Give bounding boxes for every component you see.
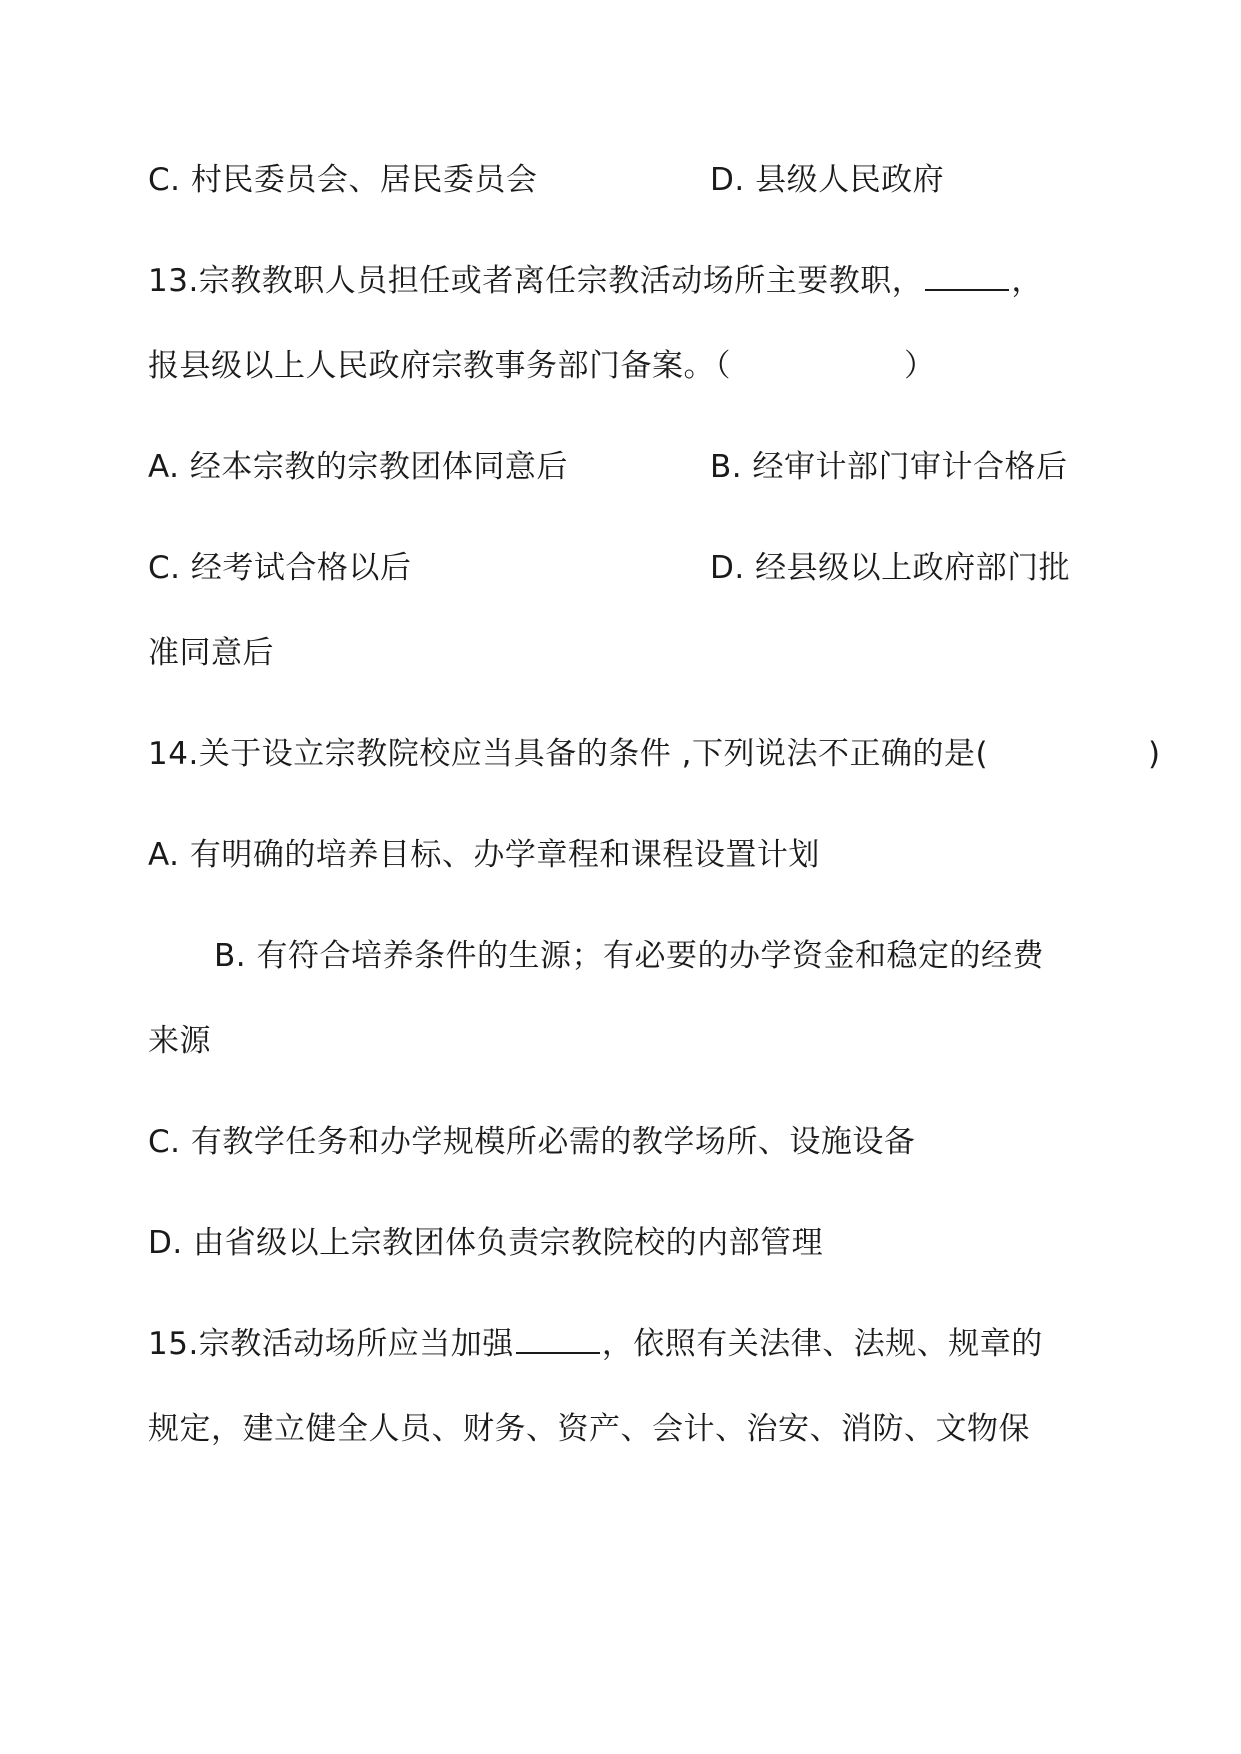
q13-stem-line2: 报县级以上人民政府宗教事务部门备案。（	[148, 348, 731, 384]
q14-option-b: B. 有符合培养条件的生源；有必要的办学资金和稳定的经费	[214, 938, 1044, 974]
q12-option-c: C. 村民委员会、居民委员会	[148, 162, 538, 198]
q13-option-a: A. 经本宗教的宗教团体同意后	[148, 449, 568, 485]
q13-answer-paren-close: ）	[904, 348, 935, 384]
q14-option-a: A. 有明确的培养目标、办学章程和课程设置计划	[148, 837, 820, 873]
q13-stem-text: 13.宗教教职人员担任或者离任宗教活动场所主要教职，	[148, 263, 924, 299]
q14-option-d: D. 由省级以上宗教团体负责宗教院校的内部管理	[148, 1225, 824, 1261]
q12-option-d: D. 县级人民政府	[710, 162, 945, 198]
q13-option-b: B. 经审计部门审计合格后	[710, 449, 1068, 485]
q13-option-c: C. 经考试合格以后	[148, 550, 412, 586]
q15-stem	[148, 1324, 1043, 1364]
q14-option-b-continued: 来源	[148, 1023, 211, 1059]
q13-stem-comma: ，	[1011, 263, 1043, 299]
q15-stem-text-cont: ，依照有关法律、法规、规章的	[601, 1326, 1043, 1362]
q13-blank	[925, 261, 1009, 291]
q13-option-d-continued: 准同意后	[148, 635, 274, 671]
q13-option-d: D. 经县级以上政府部门批	[710, 550, 1071, 586]
q15-stem-text: 15.宗教活动场所应当加强	[148, 1326, 514, 1362]
q13-stem	[148, 261, 1043, 301]
q15-stem-line2: 规定，建立健全人员、财务、资产、会计、治安、消防、文物保	[148, 1411, 1030, 1447]
q14-option-c: C. 有教学任务和办学规模所必需的教学场所、设施设备	[148, 1124, 916, 1160]
q14-answer-paren-close: )	[1148, 736, 1161, 772]
q15-blank	[516, 1324, 600, 1354]
q14-stem: 14.关于设立宗教院校应当具备的条件 ,下列说法不正确的是(	[148, 736, 989, 772]
